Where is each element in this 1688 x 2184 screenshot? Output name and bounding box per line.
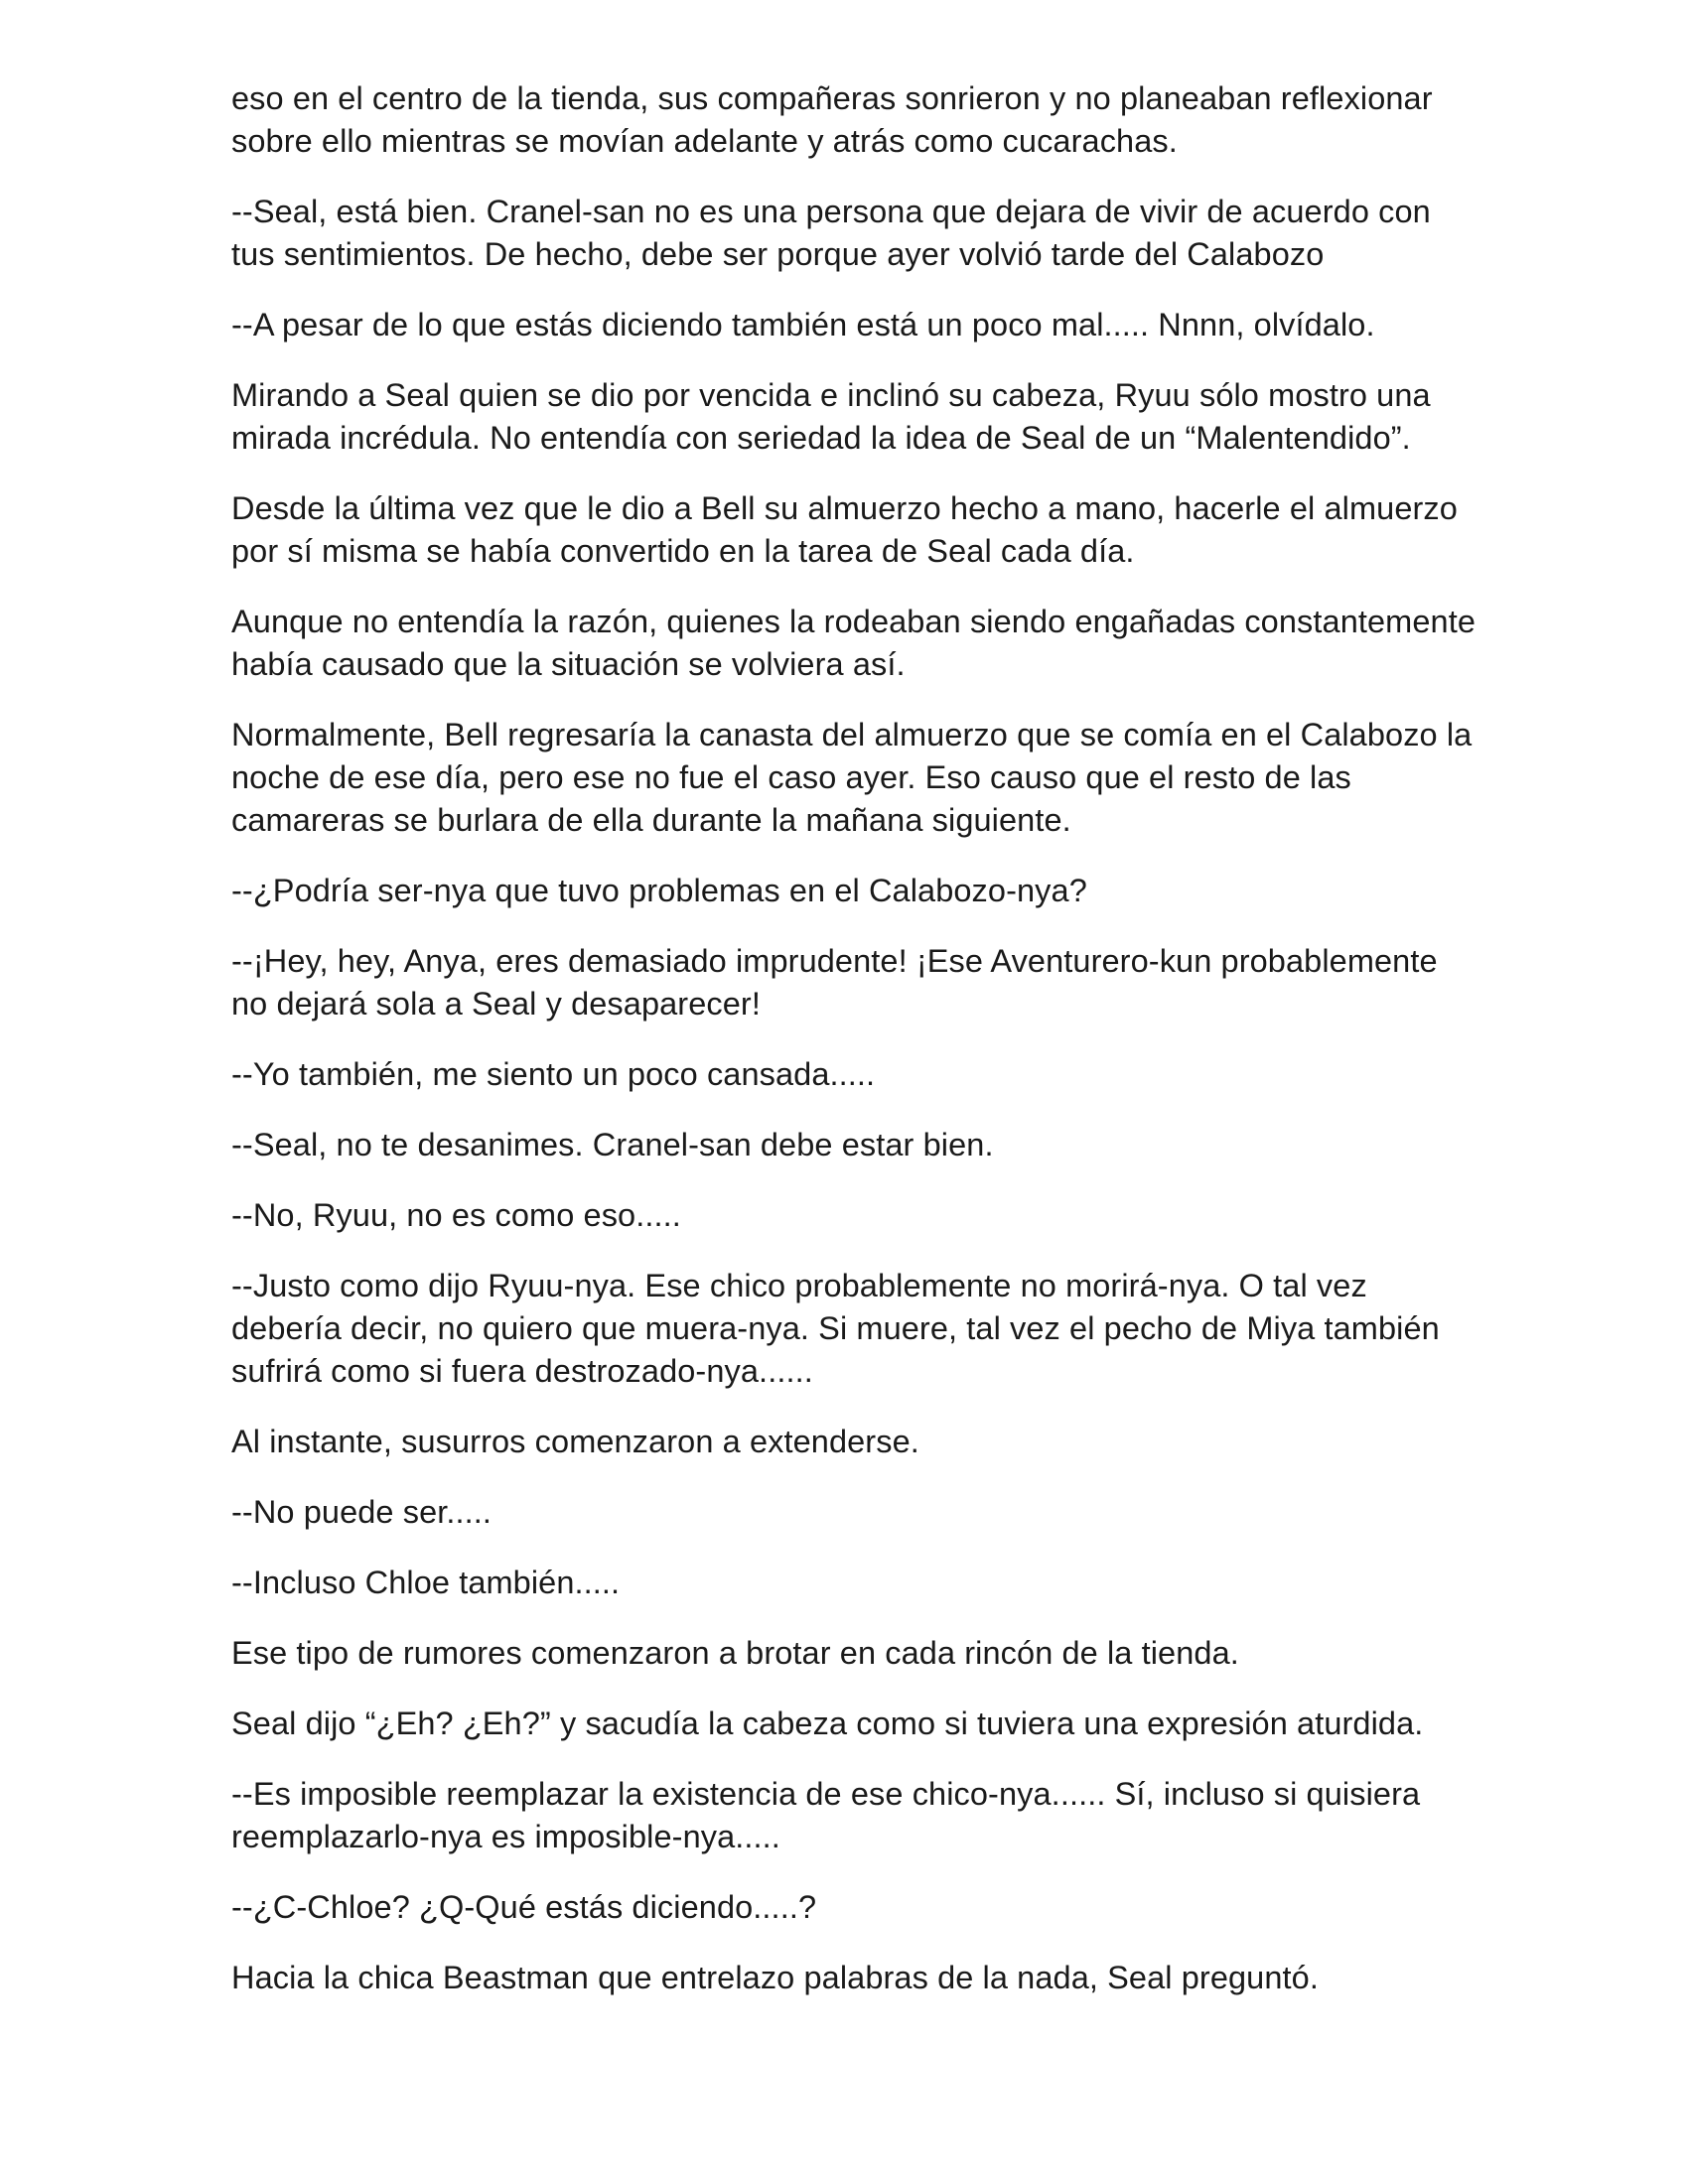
paragraph-1: eso en el centro de la tienda, sus compañeras sonrieron y no planeaban reflexionar sobre ello mientras se movían adelante y atrás como cucarachas. (231, 80, 1433, 159)
paragraph-12: --No, Ryuu, no es como eso..... (231, 1197, 681, 1233)
paragraph-15: --No puede ser..... (231, 1494, 492, 1530)
paragraph-2: --Seal, está bien. Cranel-san no es una persona que dejara de vivir de acuerdo con tus sentimientos. De hecho, debe ser porque ayer volvió tarde del Calabozo (231, 194, 1431, 272)
paragraph-17: Ese tipo de rumores comenzaron a brotar en cada rincón de la tienda. (231, 1635, 1239, 1671)
paragraph-21: Hacia la chica Beastman que entrelazo palabras de la nada, Seal preguntó. (231, 1960, 1319, 1995)
paragraph-6: Aunque no entendía la razón, quienes la rodeaban siendo engañadas constantemente había causado que la situación se volviera así. (231, 604, 1476, 682)
paragraph-11: --Seal, no te desanimes. Cranel-san debe estar bien. (231, 1127, 994, 1162)
paragraph-18: Seal dijo “¿Eh? ¿Eh?” y sacudía la cabeza como si tuviera una expresión aturdida. (231, 1706, 1424, 1741)
document-body (231, 77, 1482, 1999)
paragraph-10: --Yo también, me siento un poco cansada..... (231, 1056, 876, 1092)
paragraph-14: Al instante, susurros comenzaron a extenderse. (231, 1424, 919, 1459)
paragraph-19: --Es imposible reemplazar la existencia de ese chico-nya...... Sí, incluso si quisiera reemplazarlo-nya es imposible-nya..... (231, 1776, 1421, 1854)
paragraph-9: --¡Hey, hey, Anya, eres demasiado imprudente! ¡Ese Aventurero-kun probablemente no dejará sola a Seal y desaparecer! (231, 943, 1438, 1022)
paragraph-5: Desde la última vez que le dio a Bell su almuerzo hecho a mano, hacerle el almuerzo por sí misma se había convertido en la tarea de Seal cada día. (231, 490, 1458, 569)
paragraph-13: --Justo como dijo Ryuu-nya. Ese chico probablemente no morirá-nya. O tal vez debería decir, no quiero que muera-nya. Si muere, tal vez el pecho de Miya también sufrirá como si fuera destrozado-nya...... (231, 1268, 1440, 1389)
paragraph-8: --¿Podría ser-nya que tuvo problemas en el Calabozo-nya? (231, 873, 1087, 908)
paragraph-16: --Incluso Chloe también..... (231, 1565, 621, 1600)
paragraph-4: Mirando a Seal quien se dio por vencida e inclinó su cabeza, Ryuu sólo mostro una mirada incrédula. No entendía con seriedad la idea de Seal de un “Malentendido”. (231, 377, 1431, 456)
paragraph-7: Normalmente, Bell regresaría la canasta del almuerzo que se comía en el Calabozo la noche de ese día, pero ese no fue el caso ayer. Eso causo que el resto de las camareras se burlara de ella durante la mañana siguiente. (231, 717, 1473, 838)
paragraph-3: --A pesar de lo que estás diciendo también está un poco mal..... Nnnn, olvídalo. (231, 307, 1375, 342)
paragraph-20: --¿C-Chloe? ¿Q-Qué estás diciendo.....? (231, 1889, 817, 1925)
